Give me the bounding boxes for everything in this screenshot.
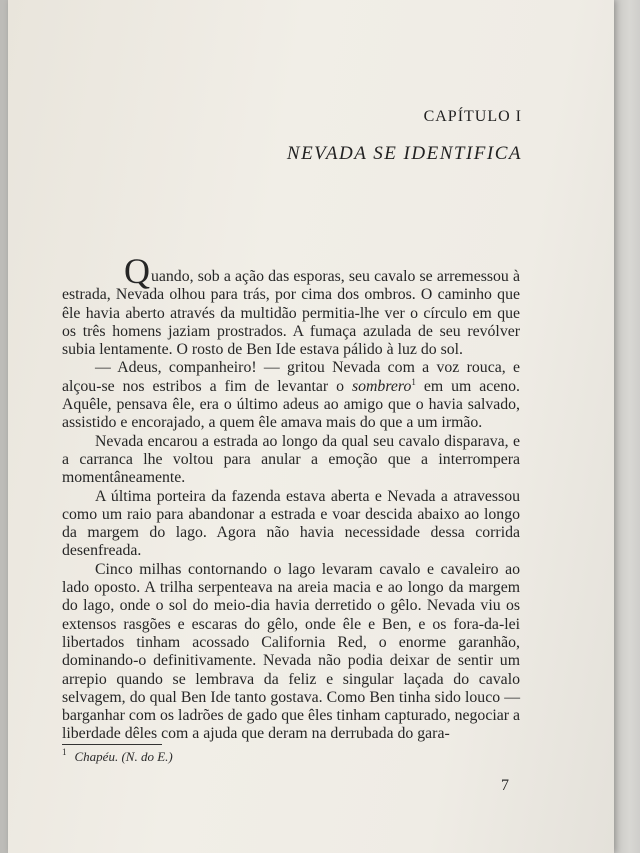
- paragraph-2-text-start: — Adeus, companheiro! — gritou Nevada com a voz rouca, e alçou-se nos estribos a fim de levantar o: [62, 359, 520, 395]
- drop-cap: Q: [124, 251, 150, 291]
- body-text: [62, 251, 520, 744]
- footnote-marker: 1: [411, 376, 416, 387]
- chapter-title: NEVADA SE IDENTIFICA: [286, 143, 522, 164]
- italic-word: sombrero: [351, 377, 412, 395]
- page-number: 7: [501, 777, 509, 794]
- paragraph-3: Nevada encarou a estrada ao longo da qual seu cavalo disparava, e a carranca lhe voltou para anular a emoção que a interrompera momentâneamente.: [62, 432, 520, 487]
- book-page: [8, 0, 614, 853]
- footnote-text: Chapéu. (N. do E.): [74, 749, 173, 764]
- chapter-label: CAPÍTULO I: [423, 108, 522, 125]
- paragraph-4: A última porteira da fazenda estava aberta e Nevada a atravessou como um raio para abandonar a estrada e voar descida abaixo ao longo da margem do lago. Agora não havia necessidade dessa corrida desenfreada.: [62, 487, 520, 560]
- paragraph-2: [62, 359, 520, 432]
- footnote-number: 1: [62, 747, 67, 757]
- adjacent-page-edge: [614, 0, 640, 853]
- footnote: [62, 749, 173, 765]
- paragraph-2-text-end: em um aceno. Aquêle, pensava êle, era o último adeus ao amigo que o havia salvado, assistido e encorajado, a quem êle amava mais do que a um irmão.: [62, 377, 520, 432]
- footnote-divider: [62, 744, 162, 745]
- paragraph-5: Cinco milhas contornando o lago levaram cavalo e cavaleiro ao lado oposto. A trilha serpenteava na areia macia e ao longo da margem do lago, onde o sol do meio-dia havia derretido o gêlo. Nevada viu os extensos rasgões e escaras do gêlo, onde êle e Ben, e os fora-da-lei libertados tinham acossado California Red, o enorme garanhão, dominando-o definitivamente. Nevada não podia deixar de sentir um arrepio quando se lembrava da feliz e singular laçada do cavalo selvagem, do qual Ben Ide tanto gostava. Como Ben tinha sido louco — barganhar com os ladrões de gado que êles tinham capturado, negociar a liberdade dêles com a ajuda que deram na derrubada do gara-: [62, 560, 520, 743]
- paragraph-1-text: uando, sob a ação das esporas, seu cavalo se arremessou à estrada, Nevada olhou para trás, por cima dos ombros. O caminho que êle havia aberto através da multidão permitia-lhe ver o círculo em que os três homens jaziam prostrados. A fumaça azulada de seu revólver subia lentamente. O rosto de Ben Ide estava pálido à luz do sol.: [62, 268, 520, 359]
- paragraph-1: [62, 251, 520, 359]
